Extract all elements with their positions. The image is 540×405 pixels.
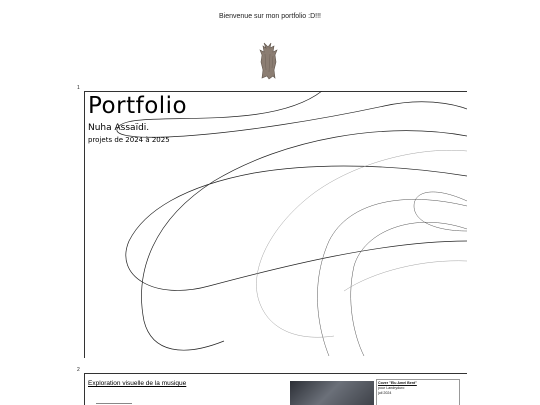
project-card-info	[378, 381, 458, 396]
section-number: 2	[77, 367, 80, 373]
card-title[interactable]: Cover "Elu Amel Bent"	[378, 381, 417, 385]
card-subtitle: pour Landryduro	[378, 386, 405, 390]
section-number: 1	[77, 85, 80, 91]
card-date: juil 2024	[378, 391, 392, 395]
project-years: projets de 2024 à 2025	[88, 136, 170, 144]
section-title-music[interactable]: Exploration visuelle de la musique	[88, 380, 187, 387]
author-name: Nuha Assaïdi.	[88, 123, 150, 133]
tree-stump-icon[interactable]	[255, 40, 281, 80]
divider	[96, 403, 132, 404]
portfolio-title: Portfolio	[88, 93, 188, 119]
music-cover-thumbnail[interactable]	[290, 381, 374, 405]
welcome-text: Bienvenue sur mon portfolio :D!!!	[219, 13, 321, 20]
